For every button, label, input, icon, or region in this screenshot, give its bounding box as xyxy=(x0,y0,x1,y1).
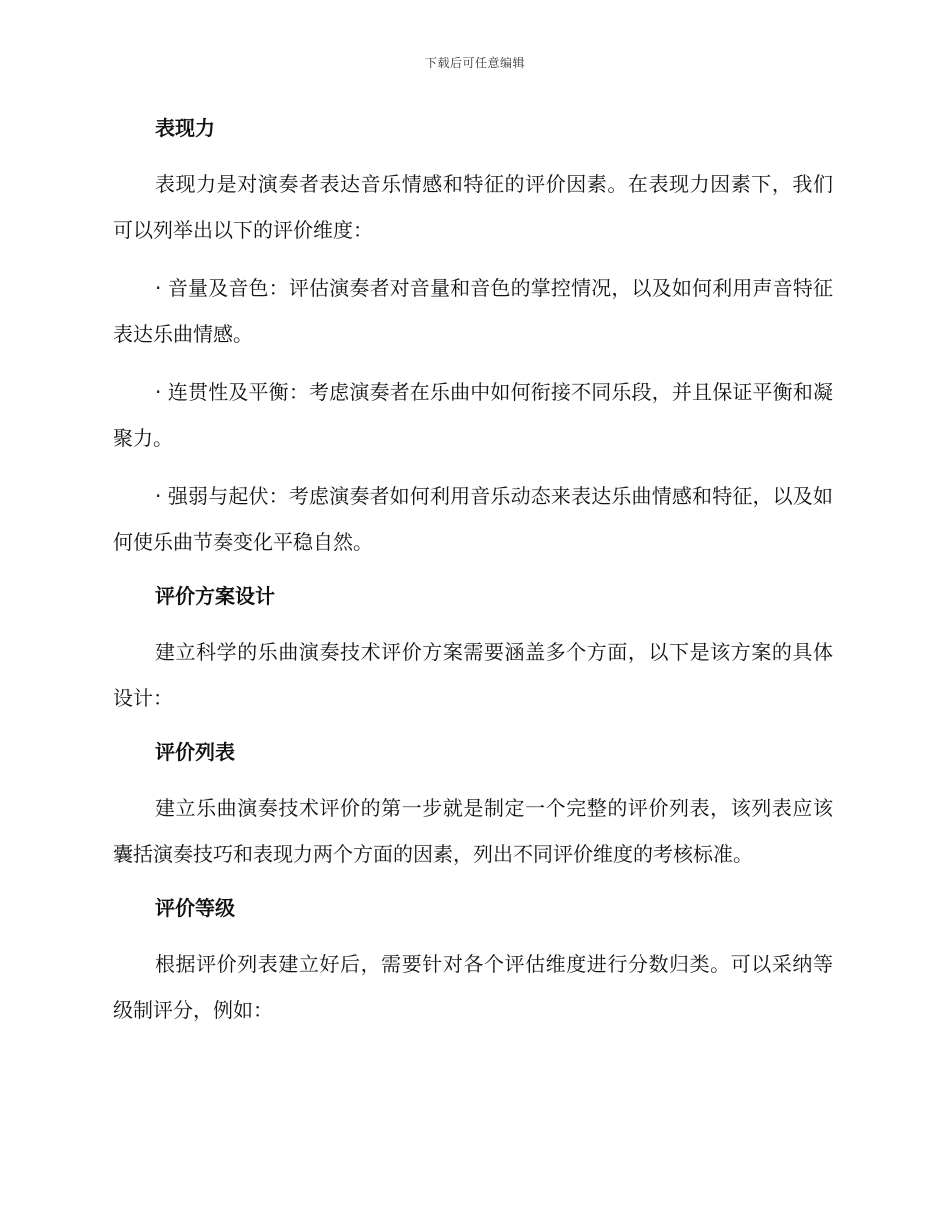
heading-expressiveness: 表现力 xyxy=(155,116,215,140)
paragraph-evaluation-grade: 根据评价列表建立好后，需要针对各个评估维度进行分数归类。可以采纳等级制评分，例如： xyxy=(113,952,833,1022)
heading-evaluation-list: 评价列表 xyxy=(155,740,235,764)
paragraph-evaluation-list: 建立乐曲演奏技术评价的第一步就是制定一个完整的评价列表，该列表应该囊括演奏技巧和表现力两个方面的因素，列出不同评价维度的考核标准。 xyxy=(113,796,833,866)
paragraph-expressiveness-intro: 表现力是对演奏者表达音乐情感和特征的评价因素。在表现力因素下，我们可以列举出以下的评价维度： xyxy=(113,172,833,242)
bullet-coherence-balance: · 连贯性及平衡：考虑演奏者在乐曲中如何衔接不同乐段，并且保证平衡和凝聚力。 xyxy=(113,380,833,450)
header-note: 下载后可任意编辑 xyxy=(424,56,525,70)
bullet-dynamics: · 强弱与起伏：考虑演奏者如何利用音乐动态来表达乐曲情感和特征，以及如何使乐曲节奏变化平稳自然。 xyxy=(113,484,833,554)
document-body xyxy=(113,109,833,1045)
heading-evaluation-grade: 评价等级 xyxy=(155,896,235,920)
paragraph-evaluation-design: 建立科学的乐曲演奏技术评价方案需要涵盖多个方面，以下是该方案的具体设计： xyxy=(113,640,833,710)
bullet-volume-timbre: · 音量及音色：评估演奏者对音量和音色的掌控情况，以及如何利用声音特征表达乐曲情感。 xyxy=(113,276,833,346)
heading-evaluation-design: 评价方案设计 xyxy=(155,584,275,608)
